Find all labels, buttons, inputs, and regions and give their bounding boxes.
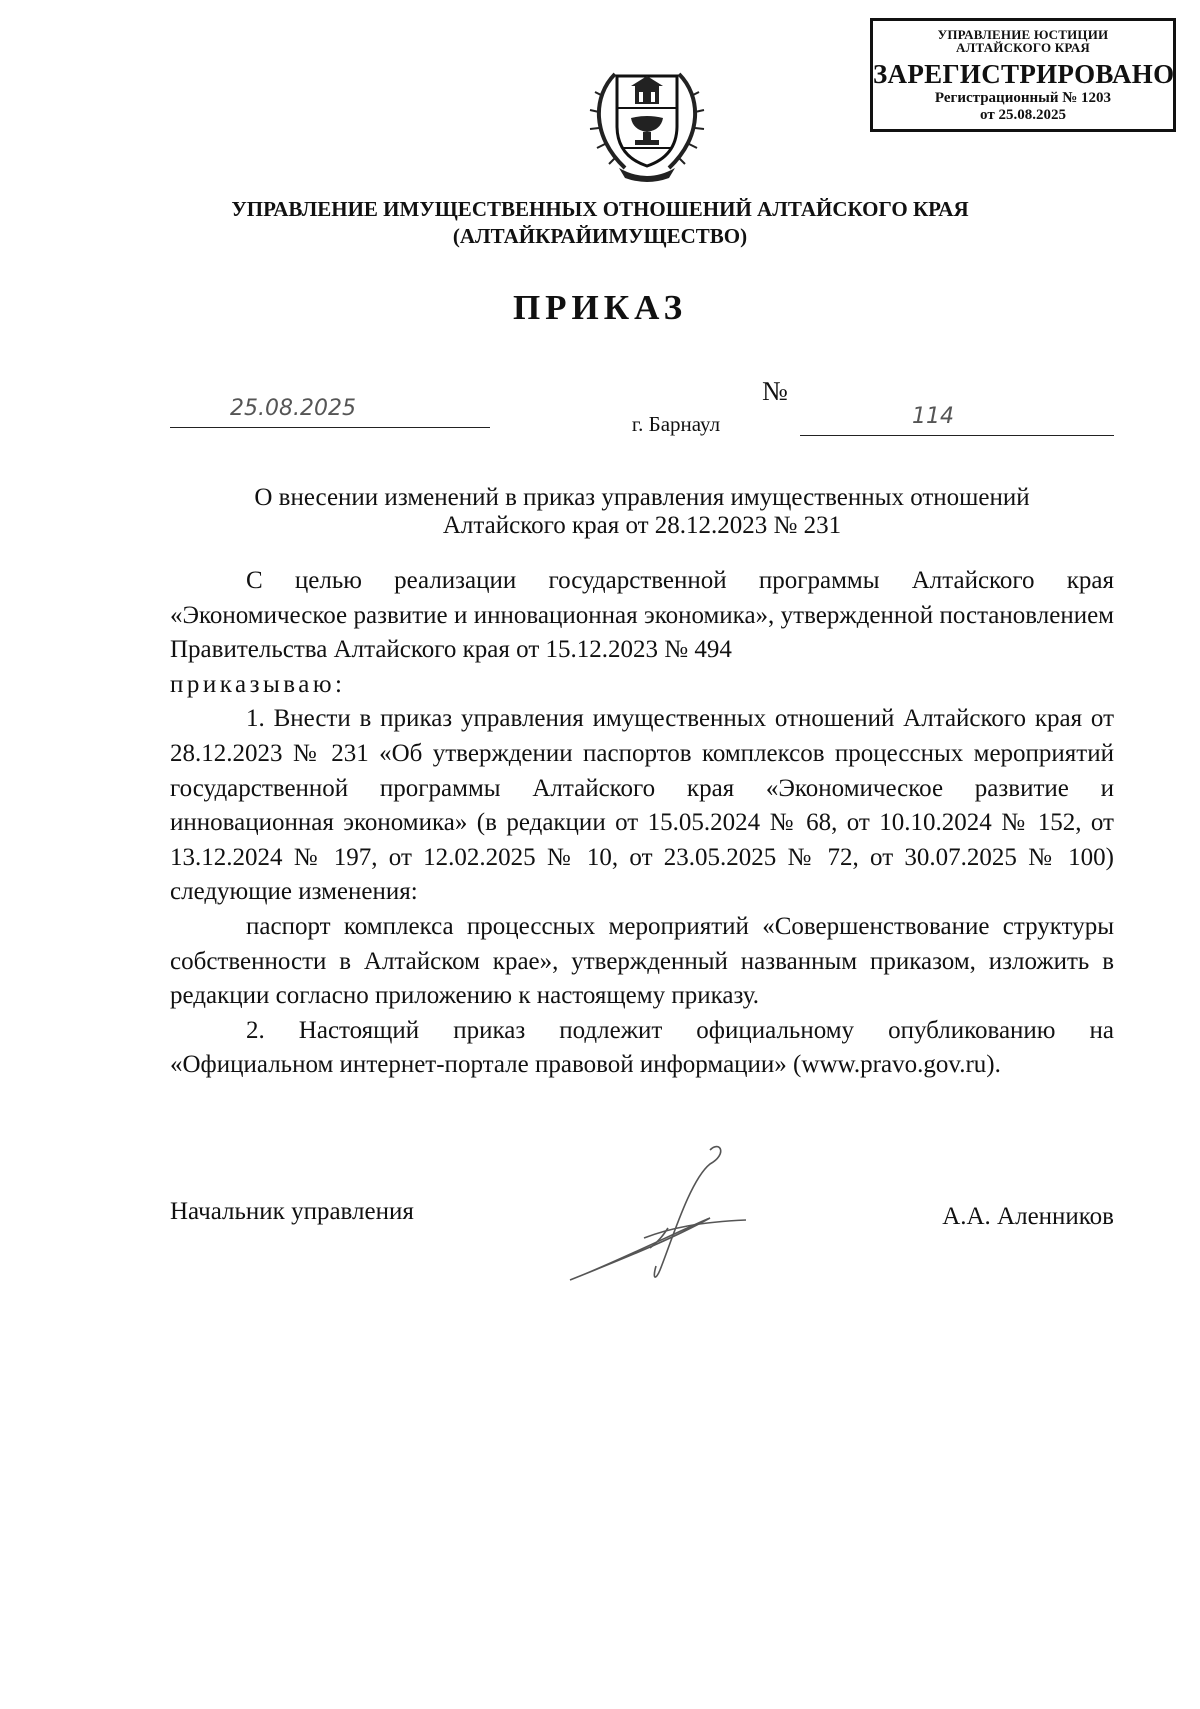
subject-line2: Алтайского края от 28.12.2023 № 231 [442, 512, 842, 539]
stamp-reg-number: Регистрационный № 1203 [934, 90, 1112, 106]
paragraph-item-1: 1. Внести в приказ управления имущественных отношений Алтайского края от 28.12.2023 № 231 «Об утверждении паспортов комплексов процессных мероприятий государственной программы Алтайского края «Экономическое развитие и инновационная экономика» (в редакции от 15.05.2024 № 68, от 10.10.2024 № 152, от 13.12.2024 № 197, от 12.02.2025 № 10, от 23.05.2025 № 72, от 30.07.2025 № 100) следующие изменения: [170, 705, 1114, 906]
issuer-short-name: (АЛТАЙКРАЙИМУЩЕСТВО) [452, 224, 748, 248]
coat-of-arms-icon [585, 56, 709, 184]
paragraph-item-1-change: паспорт комплекса процессных мероприятий «Совершенствование структуры собственности в Алтайском крае», утвержденный названным приказом, изложить в редакции согласно приложению к настоящему приказу. [170, 912, 1114, 1010]
registration-stamp [870, 18, 1176, 132]
handwritten-number: 114 [912, 404, 954, 429]
city: г. Барнаул [631, 412, 721, 436]
document-title: ПРИКАЗ [512, 288, 688, 327]
handwritten-signature-icon [560, 1130, 780, 1290]
stamp-org-line2: АЛТАЙСКОГО КРАЯ [956, 40, 1090, 55]
issuer-name: УПРАВЛЕНИЕ ИМУЩЕСТВЕННЫХ ОТНОШЕНИЙ АЛТАЙСКОГО КРАЯ [231, 197, 969, 221]
paragraph-preamble: С целью реализации государственной программы Алтайского края «Экономическое развитие и инновационная экономика», утвержденной постановлением Правительства Алтайского края от 15.12.2023 № 494 [170, 567, 1114, 664]
stamp-org-line1: УПРАВЛЕНИЕ ЮСТИЦИИ [937, 27, 1109, 42]
stamp-status: ЗАРЕГИСТРИРОВАНО [873, 59, 1175, 89]
handwritten-date: 25.08.2025 [230, 396, 356, 421]
document-body [170, 564, 1114, 1083]
stamp-reg-date: от 25.08.2025 [980, 107, 1066, 123]
document-subject [170, 484, 1114, 540]
signatory-name: А.А. Аленников [942, 1203, 1114, 1230]
number-sign: № [762, 376, 788, 406]
paragraph-item-2: 2. Настоящий приказ подлежит официальному опубликованию на «Официальном интернет-портале правовой информации» (www.pravo.gov.ru). [170, 1016, 1114, 1079]
signatory-position: Начальник управления [170, 1198, 414, 1225]
order-word: приказываю: [170, 670, 346, 698]
subject-line1: О внесении изменений в приказ управления имущественных отношений [254, 484, 1030, 511]
